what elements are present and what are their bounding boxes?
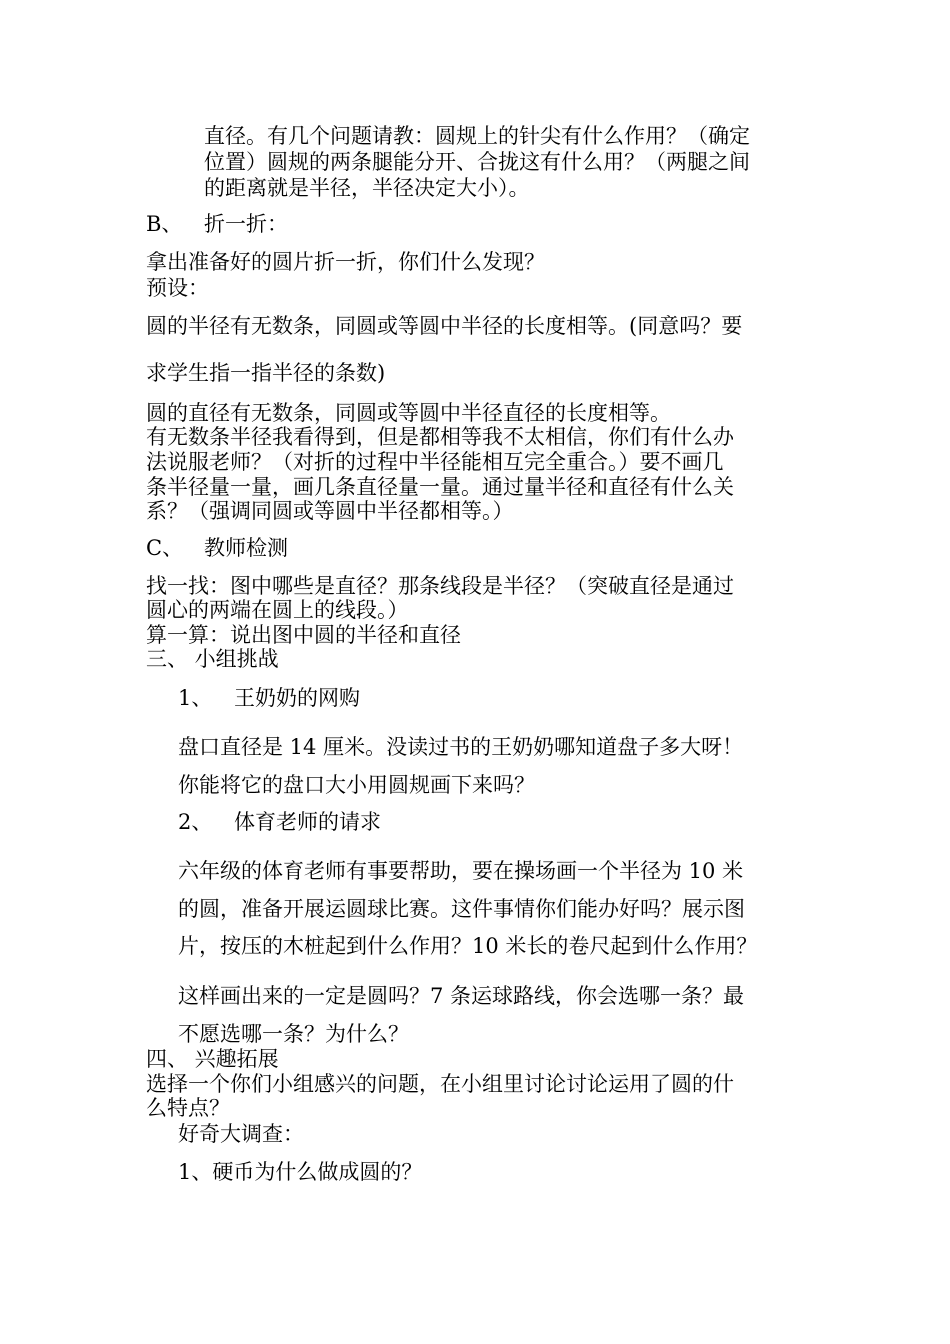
paragraph-line: 么特点？ [146, 1096, 230, 1120]
list-item: 1、硬币为什么做成圆的？ [178, 1160, 423, 1184]
paragraph-line: 你能将它的盘口大小用圆规画下来吗？ [178, 773, 535, 797]
subsection-heading-1 [178, 685, 360, 711]
paragraph-line: 有无数条半径我看得到，但是都相等我不太相信，你们有什么办 [146, 425, 734, 449]
paragraph-line: 预设： [146, 276, 209, 300]
paragraph-line: 的距离就是半径，半径决定大小）。 [204, 176, 530, 200]
paragraph-line: 选择一个你们小组感兴的问题，在小组里讨论讨论运用了圆的什 [146, 1072, 734, 1096]
subsection-title: 体育老师的请求 [234, 810, 381, 834]
subsection-title: 王奶奶的网购 [234, 686, 360, 710]
paragraph-line: 求学生指一指半径的条数) [146, 361, 386, 385]
paragraph-line: 这样画出来的一定是圆吗？7 条运球路线，你会选哪一条？最 [178, 984, 745, 1008]
paragraph-line: 拿出准备好的圆片折一折，你们什么发现？ [146, 250, 545, 274]
subsection-label: 1、 [178, 686, 213, 710]
paragraph-line: 片，按压的木桩起到什么作用？10 米长的卷尺起到什么作用？ [178, 934, 758, 958]
section-heading-4: 四、 兴趣拓展 [146, 1047, 279, 1071]
section-heading-c [146, 535, 288, 561]
paragraph-line: 直径。有几个问题请教：圆规上的针尖有什么作用？（确定 [204, 124, 750, 148]
paragraph-line: 不愿选哪一条？为什么？ [178, 1022, 409, 1046]
subsection-label: 2、 [178, 810, 213, 834]
subsection-heading-2 [178, 809, 381, 835]
paragraph-line: 好奇大调查： [178, 1122, 304, 1146]
paragraph-line: 法说服老师？（对折的过程中半径能相互完全重合。）要不画几 [146, 450, 724, 474]
section-title: 教师检测 [204, 536, 288, 560]
paragraph-line: 位置）圆规的两条腿能分开、合拢这有什么用？（两腿之间 [204, 150, 750, 174]
section-label: B、 [146, 212, 183, 236]
section-heading-b [146, 211, 288, 237]
paragraph-line: 圆的直径有无数条，同圆或等圆中半径直径的长度相等。 [146, 401, 671, 425]
paragraph-line: 条半径量一量，画几条直径量一量。通过量半径和直径有什么关 [146, 475, 734, 499]
section-label: C、 [146, 536, 184, 560]
paragraph-line: 六年级的体育老师有事要帮助，要在操场画一个半径为 10 米 [178, 859, 744, 883]
section-heading-3: 三、 小组挑战 [146, 647, 279, 671]
paragraph-line: 算一算：说出图中圆的半径和直径 [146, 623, 461, 647]
paragraph-line: 圆心的两端在圆上的线段。） [146, 598, 409, 622]
paragraph-line: 找一找：图中哪些是直径？那条线段是半径？（突破直径是通过 [146, 574, 734, 598]
paragraph-line: 的圆，准备开展运圆球比赛。这件事情你们能办好吗？展示图 [178, 897, 745, 921]
paragraph-line: 圆的半径有无数条，同圆或等圆中半径的长度相等。(同意吗？要 [146, 314, 743, 338]
paragraph-line: 系？（强调同圆或等圆中半径都相等。） [146, 499, 514, 523]
paragraph-line: 盘口直径是 14 厘米。没读过书的王奶奶哪知道盘子多大呀！ [178, 735, 744, 759]
section-title: 折一折： [204, 212, 288, 236]
